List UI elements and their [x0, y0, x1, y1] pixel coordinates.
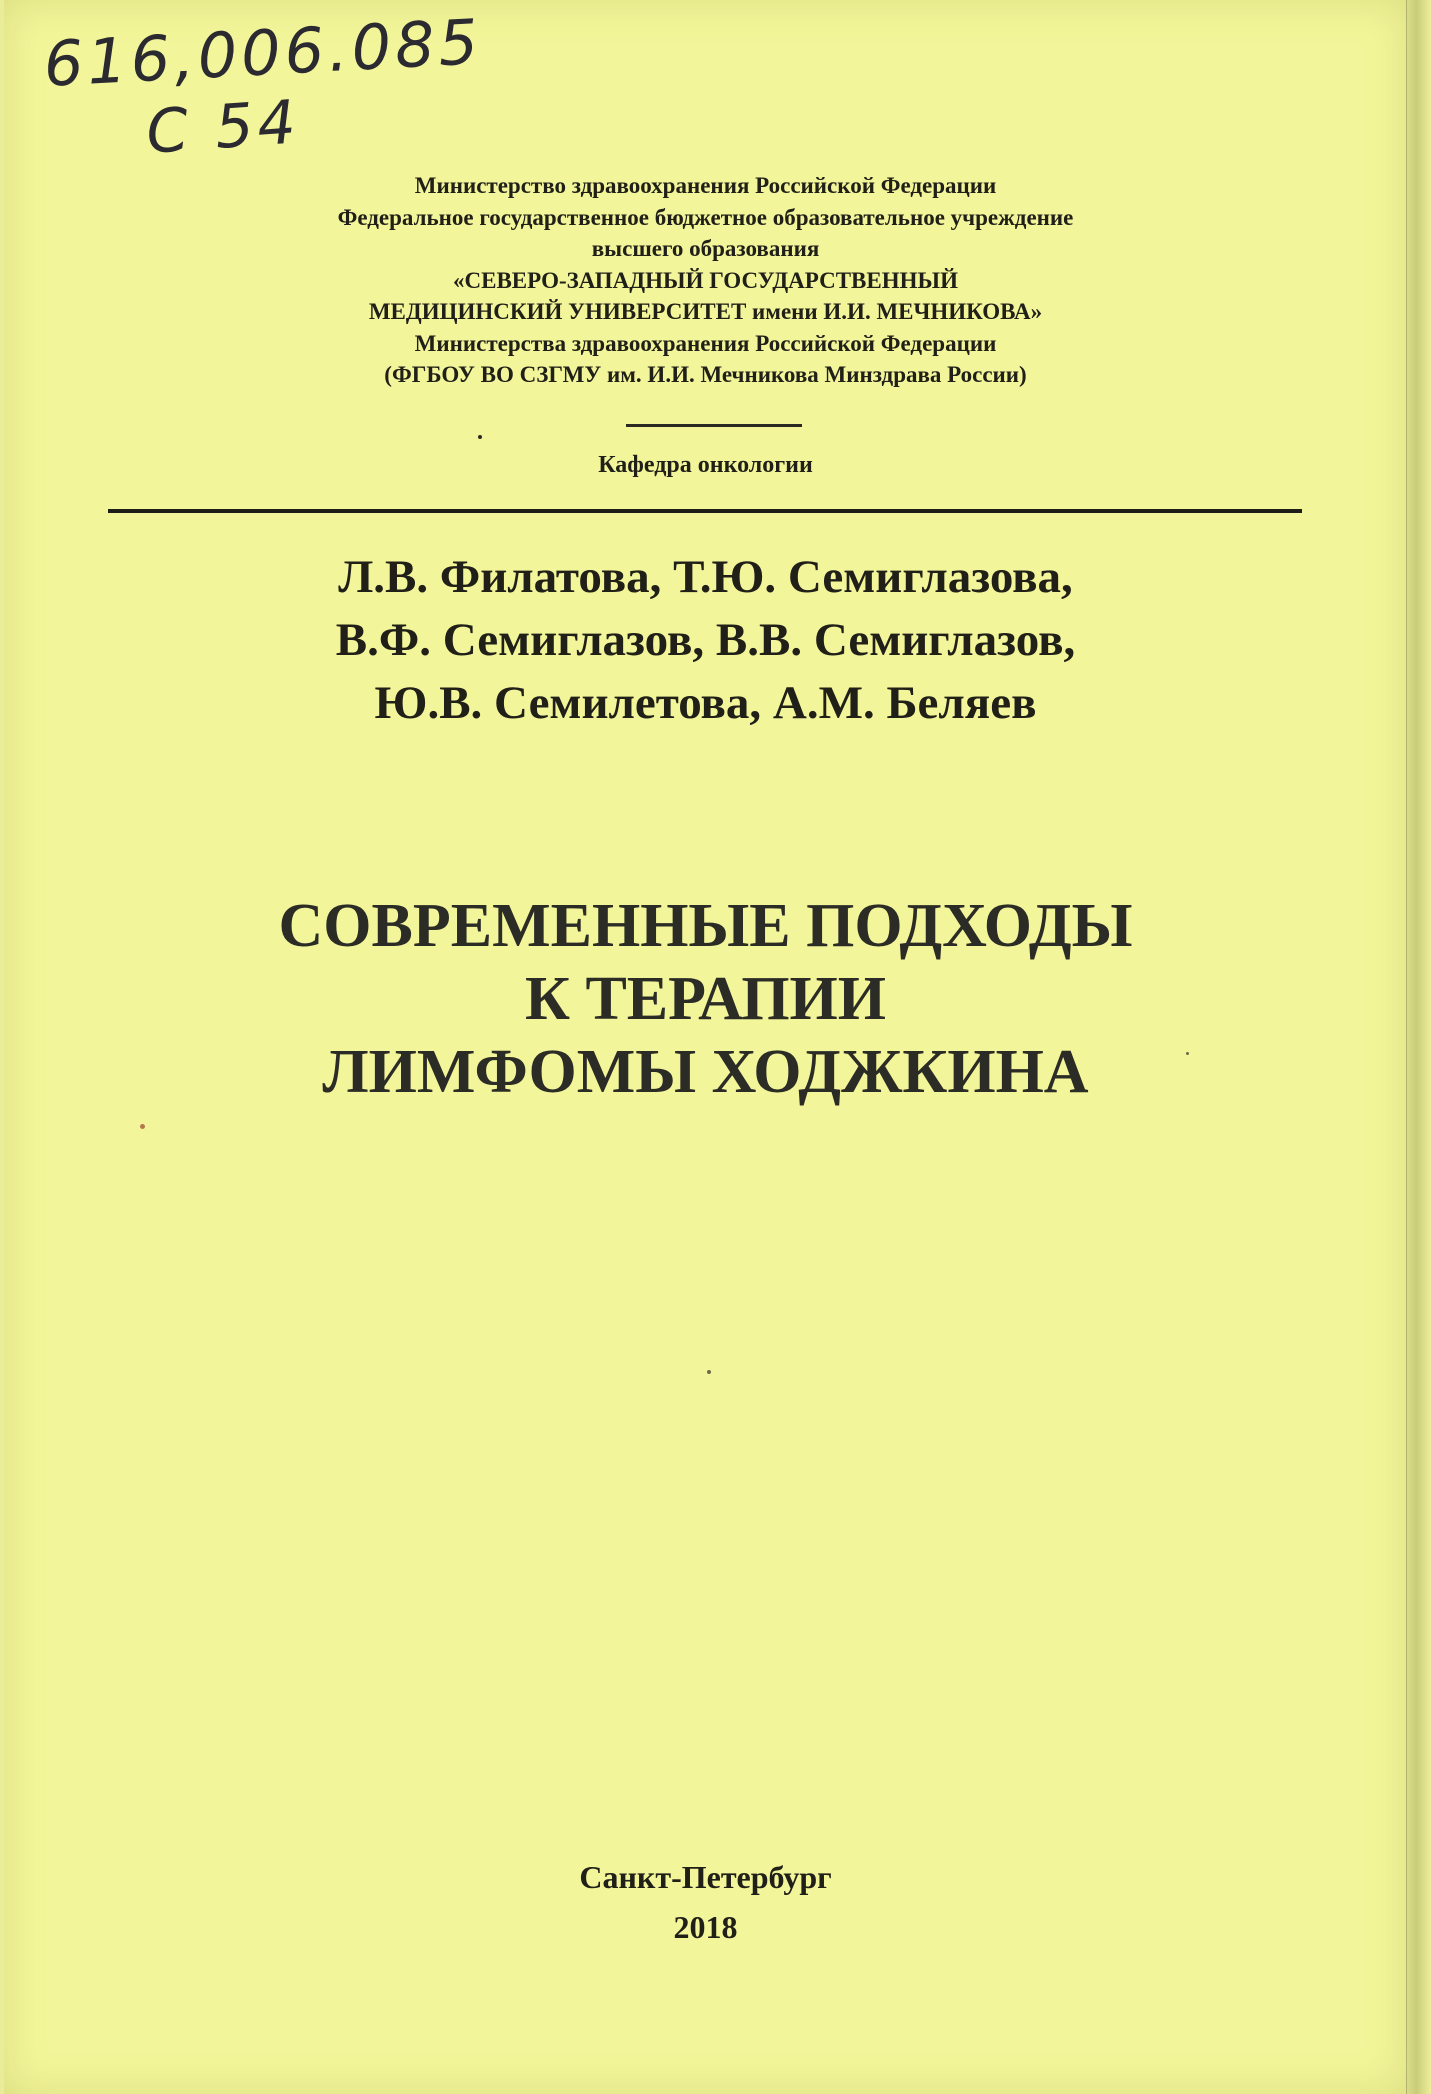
authors-line: В.Ф. Семиглазов, В.В. Семиглазов,	[335, 614, 1076, 666]
handwritten-classification-code: 616,006.085	[42, 5, 484, 101]
ink-dot	[478, 435, 482, 439]
publisher-line: Министерство здравоохранения Российской Федерации	[414, 173, 997, 198]
paper-speck	[707, 1370, 711, 1374]
publisher-line: (ФГБОУ ВО СЗГМУ им. И.И. Мечникова Минздрава России)	[384, 362, 1027, 387]
book-cover	[4, 0, 1407, 2094]
title-line: СОВРЕМЕННЫЕ ПОДХОДЫ	[278, 892, 1133, 960]
publisher-block	[4, 170, 1407, 391]
publisher-line: высшего образования	[591, 236, 820, 261]
page-edge	[1407, 0, 1431, 2094]
imprint-block	[4, 1852, 1407, 1952]
publisher-line: Федеральное государственное бюджетное образовательное учреждение	[337, 204, 1074, 230]
title-line: ЛИМФОМЫ ХОДЖКИНА	[322, 1038, 1089, 1106]
imprint-city: Санкт-Петербург	[579, 1859, 832, 1895]
imprint-year: 2018	[673, 1909, 738, 1945]
book-title	[4, 890, 1407, 1109]
authors-block	[4, 546, 1407, 735]
paper-speck	[140, 1124, 145, 1129]
long-divider	[108, 509, 1302, 513]
publisher-line: «СЕВЕРО-ЗАПАДНЫЙ ГОСУДАРСТВЕННЫЙ	[453, 267, 958, 293]
authors-line: Л.В. Филатова, Т.Ю. Семиглазова,	[338, 551, 1073, 603]
paper-speck	[1186, 1052, 1189, 1055]
publisher-line: МЕДИЦИНСКИЙ УНИВЕРСИТЕТ имени И.И. МЕЧНИКОВА»	[368, 299, 1043, 324]
handwritten-cutter-number: С 54	[144, 87, 302, 168]
publisher-line: Министерства здравоохранения Российской Федерации	[414, 330, 997, 356]
authors-line: Ю.В. Семилетова, А.М. Беляев	[374, 677, 1037, 729]
title-line: К ТЕРАПИИ	[524, 965, 886, 1033]
department-name: Кафедра онкологии	[598, 452, 813, 478]
short-divider	[626, 424, 802, 427]
